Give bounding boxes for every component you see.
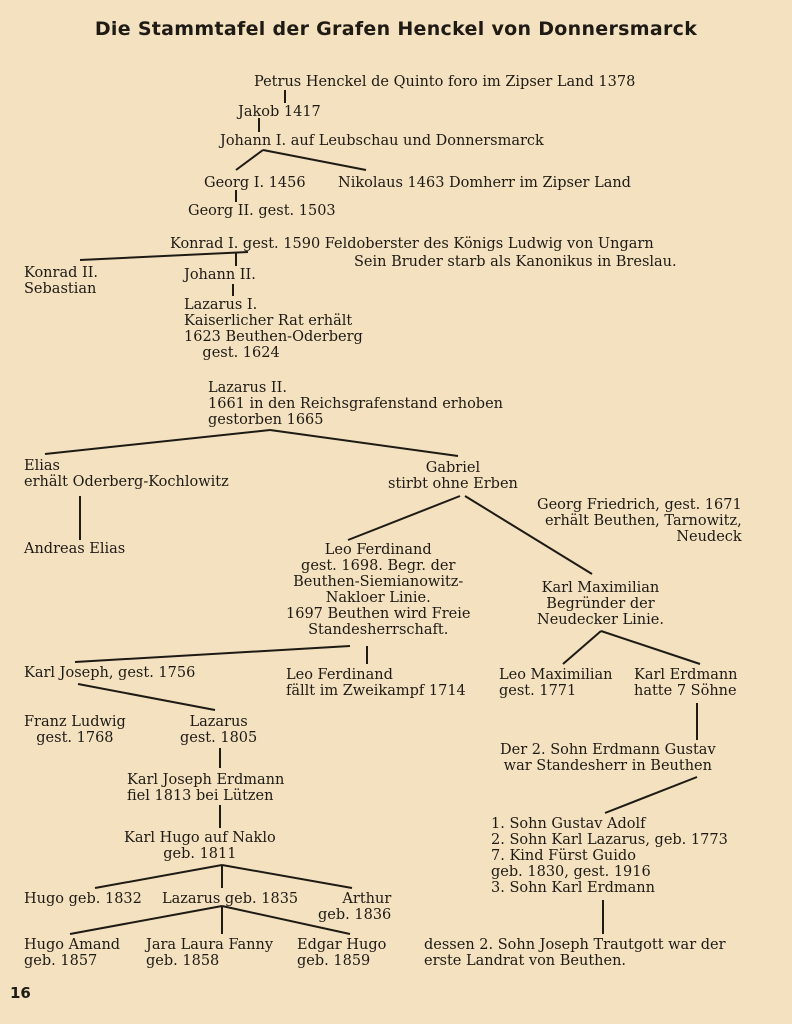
node-karl-hugo: Karl Hugo auf Naklo geb. 1811	[124, 830, 276, 862]
node-lazarus1: Lazarus I. Kaiserlicher Rat erhält 1623 Beuthen-Oderberg gest. 1624	[184, 297, 363, 361]
link-gustav-soehne	[605, 777, 697, 813]
node-lazarus-1835: Lazarus geb. 1835	[162, 891, 299, 907]
node-karl-erdmann: Karl Erdmann hatte 7 Söhne	[634, 667, 738, 699]
node-johann2: Johann II.	[184, 267, 256, 283]
node-leo-ferdinand: Leo Ferdinand gest. 1698. Begr. der Beuthen-Siemianowitz- Nakloer Linie. 1697 Beuthen wird Freie Standesherrschaft.	[286, 542, 471, 638]
node-georg1: Georg I. 1456	[204, 175, 306, 191]
link-karlmax-leomax	[563, 631, 601, 664]
node-bruder: Sein Bruder starb als Kanonikus in Breslau.	[354, 254, 677, 270]
link-johann1-georg1	[236, 150, 263, 170]
node-soehne: 1. Sohn Gustav Adolf 2. Sohn Karl Lazarus, geb. 1773 7. Kind Fürst Guido geb. 1830, gest. 1916 3. Sohn Karl Erdmann	[491, 816, 728, 896]
link-karlmax-karlerdmann	[601, 631, 700, 664]
link-gabriel-leo	[348, 496, 460, 540]
node-edgar-hugo: Edgar Hugo geb. 1859	[297, 937, 387, 969]
node-lazarus-1805: Lazarus gest. 1805	[180, 714, 258, 746]
node-leo-maximilian: Leo Maximilian gest. 1771	[499, 667, 613, 699]
link-karlhugo-hugo	[95, 865, 222, 888]
link-konrad1-konrad2	[80, 252, 248, 260]
node-konrad1: Konrad I. gest. 1590 Feldoberster des Königs Ludwig von Ungarn	[170, 236, 654, 252]
node-petrus: Petrus Henckel de Quinto foro im Zipser Land 1378	[254, 74, 636, 90]
node-karl-joseph-erdmann: Karl Joseph Erdmann fiel 1813 bei Lützen	[127, 772, 285, 804]
link-johann1-nikolaus	[263, 150, 366, 170]
node-georg2: Georg II. gest. 1503	[188, 203, 336, 219]
link-lazarus1835-hugoamand	[70, 906, 222, 934]
node-joseph-trautgott: dessen 2. Sohn Joseph Trautgott war der erste Landrat von Beuthen.	[424, 937, 726, 969]
link-leo-karljoseph	[75, 646, 350, 662]
node-karl-joseph: Karl Joseph, gest. 1756	[24, 665, 196, 681]
node-jara-laura-fanny: Jara Laura Fanny geb. 1858	[146, 937, 274, 969]
link-lazarus2-gabriel	[270, 430, 458, 456]
page-number: 16	[10, 984, 31, 1002]
node-hugo: Hugo geb. 1832	[24, 891, 142, 907]
node-johann1: Johann I. auf Leubschau und Donnersmarck	[220, 133, 544, 149]
node-hugo-amand: Hugo Amand geb. 1857	[24, 937, 121, 969]
node-andreas: Andreas Elias	[24, 541, 126, 557]
link-karljoseph-lazarus	[78, 684, 215, 710]
link-lazarus2-elias	[45, 430, 270, 454]
node-lazarus2: Lazarus II. 1661 in den Reichsgrafenstand erhoben gestorben 1665	[208, 380, 504, 428]
node-gabriel: Gabriel stirbt ohne Erben	[388, 460, 518, 492]
page-title: Die Stammtafel der Grafen Henckel von Donnersmarck	[94, 18, 698, 40]
node-nikolaus: Nikolaus 1463 Domherr im Zipser Land	[338, 175, 631, 191]
node-leo-ferdinand-2: Leo Ferdinand fällt im Zweikampf 1714	[286, 667, 466, 699]
node-arthur: Arthur geb. 1836	[318, 891, 392, 923]
node-erdmann-gustav: Der 2. Sohn Erdmann Gustav war Standesherr in Beuthen	[500, 742, 716, 774]
node-karl-maximilian: Karl Maximilian Begründer der Neudecker Linie.	[537, 580, 664, 628]
link-karlhugo-arthur	[222, 865, 352, 888]
node-elias: Elias erhält Oderberg-Kochlowitz	[24, 458, 229, 490]
node-konrad2: Konrad II. Sebastian	[24, 265, 99, 297]
node-georg-friedrich: Georg Friedrich, gest. 1671 erhält Beuthen, Tarnowitz, Neudeck	[537, 497, 742, 545]
node-jakob: Jakob 1417	[238, 104, 321, 120]
node-franz-ludwig: Franz Ludwig gest. 1768	[24, 714, 126, 746]
